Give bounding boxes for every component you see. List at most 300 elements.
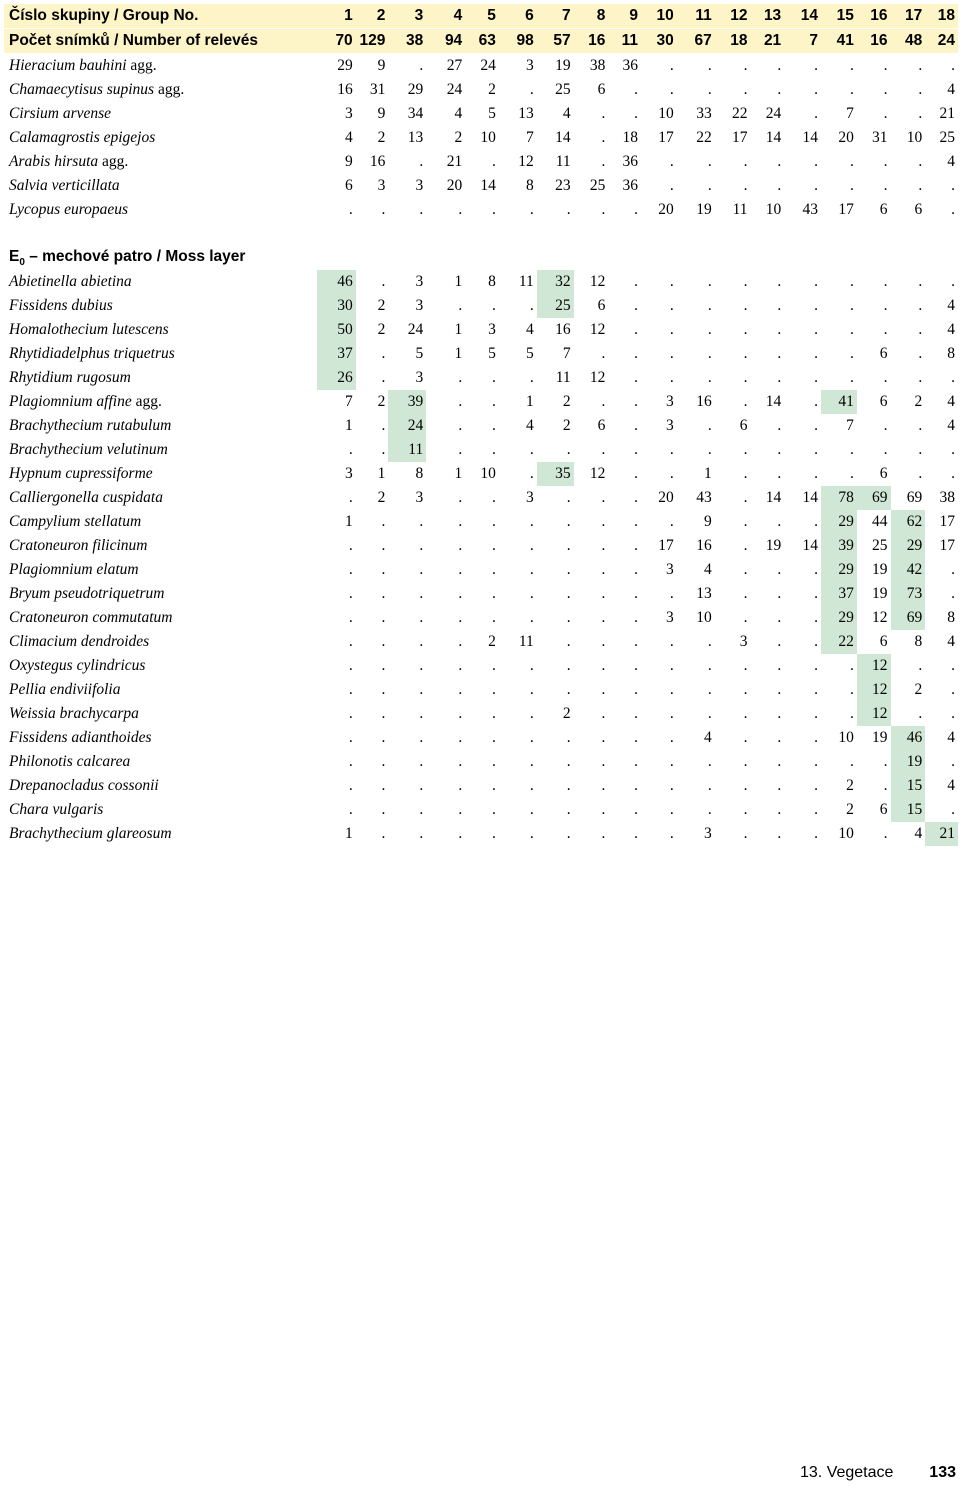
frequency-cell: .: [458, 297, 463, 314]
frequency-cell: .: [669, 825, 674, 842]
frequency-cell: .: [634, 105, 638, 122]
frequency-cell: .: [707, 345, 712, 362]
species-row: [4, 654, 958, 678]
frequency-cell: 19: [891, 750, 926, 774]
species-latin-name: Brachythecium glareosum: [9, 825, 172, 842]
frequency-cell: 25: [872, 537, 888, 554]
frequency-cell: 46: [317, 270, 356, 294]
frequency-cell: .: [814, 777, 819, 794]
frequency-cell: 24: [388, 414, 426, 438]
frequency-cell: 6: [879, 345, 888, 362]
frequency-cell: 9: [703, 513, 712, 530]
releve-count-cell: 18: [715, 29, 751, 54]
frequency-cell: 16: [696, 537, 712, 554]
frequency-cell: .: [849, 369, 854, 386]
frequency-cell: .: [743, 465, 748, 482]
species-latin-name: Oxystegus cylindricus: [9, 657, 146, 674]
frequency-cell: .: [883, 81, 888, 98]
frequency-cell: 2: [377, 321, 386, 338]
spacer-cell: [4, 222, 958, 246]
frequency-cell: .: [951, 561, 955, 578]
frequency-cell: .: [849, 273, 854, 290]
species-name: [4, 414, 317, 438]
frequency-cell: 2: [846, 777, 854, 794]
frequency-cell: .: [918, 705, 923, 722]
frequency-cell: 30: [317, 294, 356, 318]
frequency-cell: .: [492, 681, 496, 698]
frequency-cell: .: [601, 129, 606, 146]
frequency-cell: .: [669, 441, 674, 458]
frequency-cell: 14: [765, 393, 782, 410]
frequency-cell: .: [918, 273, 923, 290]
frequency-cell: .: [777, 297, 782, 314]
frequency-cell: .: [458, 369, 463, 386]
frequency-cell: .: [777, 153, 782, 170]
frequency-cell: 4: [947, 777, 955, 794]
frequency-cell: .: [348, 201, 353, 218]
group-number-cell: 14: [784, 4, 821, 29]
frequency-cell: 12: [857, 654, 891, 678]
frequency-cell: 29: [821, 558, 857, 582]
frequency-cell: 14: [765, 489, 782, 506]
frequency-cell: 12: [872, 609, 888, 626]
frequency-cell: .: [743, 657, 748, 674]
frequency-cell: 21: [939, 105, 955, 122]
frequency-cell: 69: [857, 486, 891, 510]
species-latin-name: Plagiomnium affine: [9, 393, 132, 410]
species-latin-name: Calliergonella cuspidata: [9, 489, 163, 506]
species-latin-name: Fissidens dubius: [9, 297, 113, 314]
frequency-cell: .: [814, 393, 819, 410]
frequency-cell: 3: [415, 297, 424, 314]
species-row: [4, 798, 958, 822]
frequency-cell: 6: [879, 801, 888, 818]
frequency-cell: .: [743, 753, 748, 770]
frequency-cell: 20: [446, 177, 463, 194]
frequency-cell: 9: [344, 153, 353, 170]
frequency-cell: 6: [739, 417, 748, 434]
frequency-cell: .: [458, 633, 463, 650]
frequency-cell: .: [777, 513, 782, 530]
frequency-cell: 4: [454, 105, 463, 122]
frequency-cell: .: [743, 81, 748, 98]
frequency-cell: .: [381, 633, 386, 650]
frequency-cell: .: [634, 825, 638, 842]
frequency-cell: 39: [388, 390, 426, 414]
frequency-cell: .: [381, 609, 386, 626]
frequency-cell: 29: [821, 606, 857, 630]
frequency-cell: 42: [891, 558, 926, 582]
frequency-cell: 7: [526, 129, 534, 146]
frequency-cell: .: [669, 153, 674, 170]
frequency-cell: .: [381, 585, 386, 602]
frequency-cell: 43: [696, 489, 712, 506]
frequency-cell: .: [883, 177, 888, 194]
frequency-cell: 6: [597, 81, 606, 98]
species-name: [4, 150, 317, 174]
frequency-cell: .: [601, 657, 606, 674]
frequency-cell: 1: [344, 825, 353, 842]
frequency-cell: 8: [488, 273, 496, 290]
frequency-cell: .: [492, 705, 496, 722]
species-name: [4, 606, 317, 630]
frequency-cell: .: [492, 441, 496, 458]
frequency-cell: .: [707, 633, 712, 650]
frequency-cell: 19: [872, 585, 888, 602]
frequency-cell: .: [814, 657, 819, 674]
frequency-cell: 1: [377, 465, 386, 482]
frequency-cell: 29: [821, 510, 857, 534]
frequency-cell: .: [743, 345, 748, 362]
group-number-cell: 12: [715, 4, 751, 29]
frequency-cell: 16: [696, 393, 712, 410]
frequency-cell: .: [777, 585, 782, 602]
frequency-cell: .: [951, 273, 955, 290]
frequency-cell: 5: [488, 105, 496, 122]
frequency-cell: .: [529, 705, 534, 722]
frequency-cell: .: [669, 753, 674, 770]
frequency-cell: 6: [344, 177, 353, 194]
frequency-cell: .: [883, 273, 888, 290]
frequency-cell: 17: [939, 537, 955, 554]
group-number-cell: 15: [821, 4, 857, 29]
frequency-cell: 2: [562, 393, 571, 410]
frequency-cell: 25: [939, 129, 955, 146]
frequency-cell: .: [381, 345, 386, 362]
species-latin-name: Cratoneuron filicinum: [9, 537, 148, 554]
species-row: [4, 486, 958, 510]
frequency-cell: .: [707, 369, 712, 386]
frequency-cell: .: [348, 777, 353, 794]
frequency-cell: .: [381, 561, 386, 578]
frequency-cell: .: [849, 153, 854, 170]
frequency-cell: .: [601, 489, 606, 506]
species-name: [4, 702, 317, 726]
frequency-cell: .: [669, 321, 674, 338]
frequency-cell: .: [634, 633, 638, 650]
frequency-cell: 10: [906, 129, 923, 146]
frequency-cell: .: [458, 825, 463, 842]
frequency-cell: 4: [344, 129, 353, 146]
species-latin-name: Weissia brachycarpa: [9, 705, 139, 722]
frequency-cell: 29: [407, 81, 424, 98]
frequency-cell: 3: [415, 177, 424, 194]
frequency-cell: .: [634, 537, 638, 554]
frequency-cell: 6: [879, 633, 888, 650]
frequency-cell: .: [458, 609, 463, 626]
frequency-cell: 31: [369, 81, 386, 98]
layer-title: – mechové patro / Moss layer: [24, 247, 246, 265]
frequency-cell: .: [743, 801, 748, 818]
frequency-cell: 1: [454, 465, 463, 482]
frequency-cell: .: [918, 657, 923, 674]
frequency-cell: .: [814, 609, 819, 626]
frequency-cell: 16: [337, 81, 353, 98]
species-name: [4, 822, 317, 846]
frequency-cell: .: [419, 801, 424, 818]
frequency-cell: .: [777, 81, 782, 98]
frequency-cell: .: [743, 585, 748, 602]
moss-layer-heading: [4, 246, 958, 270]
group-number-cell: 1: [317, 4, 356, 29]
frequency-cell: .: [669, 705, 674, 722]
species-name: [4, 390, 317, 414]
frequency-cell: .: [566, 537, 571, 554]
frequency-cell: 2: [562, 417, 571, 434]
frequency-cell: 1: [344, 417, 353, 434]
frequency-cell: 33: [696, 105, 712, 122]
frequency-cell: .: [883, 825, 888, 842]
frequency-cell: 11: [518, 633, 534, 650]
frequency-cell: .: [951, 177, 955, 194]
frequency-cell: .: [634, 393, 638, 410]
frequency-cell: 10: [765, 201, 782, 218]
frequency-cell: .: [529, 729, 534, 746]
frequency-cell: .: [814, 465, 819, 482]
frequency-cell: .: [918, 321, 923, 338]
frequency-cell: 11: [732, 201, 748, 218]
frequency-cell: .: [849, 57, 854, 74]
species-name: [4, 270, 317, 294]
frequency-cell: .: [777, 681, 782, 698]
species-row: [4, 198, 958, 222]
frequency-cell: .: [529, 537, 534, 554]
frequency-cell: 5: [415, 345, 424, 362]
frequency-cell: .: [777, 825, 782, 842]
frequency-cell: .: [419, 681, 424, 698]
frequency-cell: .: [529, 465, 534, 482]
frequency-cell: .: [777, 345, 782, 362]
frequency-cell: .: [883, 369, 888, 386]
frequency-cell: .: [669, 513, 674, 530]
frequency-cell: .: [951, 753, 955, 770]
frequency-cell: .: [381, 273, 386, 290]
frequency-cell: .: [458, 417, 463, 434]
releve-count-cell: 48: [891, 29, 926, 54]
frequency-cell: .: [601, 609, 606, 626]
frequency-cell: .: [634, 441, 638, 458]
page-footer: [790, 1462, 956, 1486]
frequency-cell: .: [883, 321, 888, 338]
species-latin-name: Brachythecium velutinum: [9, 441, 168, 458]
frequency-cell: 4: [947, 81, 955, 98]
frequency-cell: .: [814, 585, 819, 602]
frequency-cell: .: [458, 393, 463, 410]
frequency-cell: .: [492, 489, 496, 506]
frequency-cell: 10: [696, 609, 712, 626]
frequency-cell: 32: [537, 270, 574, 294]
frequency-cell: .: [634, 81, 638, 98]
frequency-cell: .: [634, 465, 638, 482]
spacer-row: [4, 222, 958, 246]
species-row: [4, 78, 958, 102]
frequency-cell: .: [849, 681, 854, 698]
species-name: [4, 534, 317, 558]
frequency-cell: .: [849, 297, 854, 314]
frequency-cell: 38: [589, 57, 606, 74]
frequency-cell: 3: [488, 321, 496, 338]
frequency-cell: 2: [562, 705, 571, 722]
releve-count-cell: 98: [499, 29, 537, 54]
frequency-cell: .: [777, 273, 782, 290]
frequency-cell: .: [566, 825, 571, 842]
frequency-cell: 2: [377, 489, 386, 506]
species-row: [4, 342, 958, 366]
frequency-cell: .: [777, 441, 782, 458]
releve-count-cell: 24: [925, 29, 958, 54]
frequency-cell: .: [707, 153, 712, 170]
frequency-cell: .: [419, 201, 424, 218]
frequency-cell: .: [492, 201, 496, 218]
frequency-cell: .: [669, 297, 674, 314]
species-latin-name: Bryum pseudotriquetrum: [9, 585, 165, 602]
species-row: [4, 150, 958, 174]
frequency-cell: .: [566, 513, 571, 530]
frequency-cell: .: [419, 753, 424, 770]
frequency-cell: .: [492, 657, 496, 674]
frequency-cell: 12: [518, 153, 534, 170]
frequency-cell: .: [601, 825, 606, 842]
frequency-cell: 3: [526, 57, 534, 74]
frequency-cell: 2: [488, 81, 496, 98]
frequency-cell: 1: [703, 465, 712, 482]
frequency-cell: 6: [879, 465, 888, 482]
frequency-cell: .: [634, 345, 638, 362]
frequency-cell: .: [419, 585, 424, 602]
frequency-cell: 24: [765, 105, 782, 122]
frequency-cell: .: [348, 441, 353, 458]
species-latin-name: Lycopus europaeus: [9, 201, 129, 218]
releve-count-cell: 16: [574, 29, 609, 54]
frequency-cell: .: [492, 609, 496, 626]
species-latin-name: Campylium stellatum: [9, 513, 142, 530]
frequency-cell: 31: [872, 129, 888, 146]
frequency-cell: 29: [337, 57, 353, 74]
group-number-cell: 16: [857, 4, 891, 29]
frequency-cell: 17: [838, 201, 854, 218]
frequency-cell: .: [669, 657, 674, 674]
frequency-cell: .: [707, 657, 712, 674]
frequency-cell: 22: [696, 129, 712, 146]
frequency-cell: .: [529, 201, 534, 218]
frequency-cell: .: [381, 537, 386, 554]
frequency-cell: 15: [891, 774, 926, 798]
frequency-cell: 25: [589, 177, 606, 194]
species-row: [4, 630, 958, 654]
frequency-cell: .: [601, 753, 606, 770]
frequency-cell: .: [634, 681, 638, 698]
species-name: [4, 486, 317, 510]
frequency-cell: .: [492, 825, 496, 842]
frequency-cell: 4: [526, 417, 534, 434]
species-name: [4, 798, 317, 822]
frequency-cell: 12: [857, 702, 891, 726]
frequency-cell: .: [707, 297, 712, 314]
frequency-cell: .: [601, 633, 606, 650]
frequency-cell: .: [743, 705, 748, 722]
frequency-cell: 3: [739, 633, 748, 650]
frequency-cell: .: [777, 177, 782, 194]
frequency-cell: .: [634, 273, 638, 290]
frequency-cell: 2: [454, 129, 463, 146]
frequency-cell: .: [529, 513, 534, 530]
frequency-cell: .: [743, 153, 748, 170]
frequency-cell: 16: [555, 321, 571, 338]
species-row: [4, 726, 958, 750]
frequency-cell: .: [814, 633, 819, 650]
group-number-cell: 18: [925, 4, 958, 29]
releve-count-cell: 38: [388, 29, 426, 54]
species-row: [4, 678, 958, 702]
frequency-cell: 41: [821, 390, 857, 414]
frequency-cell: .: [566, 489, 571, 506]
frequency-cell: .: [601, 201, 606, 218]
frequency-cell: .: [458, 537, 463, 554]
frequency-cell: .: [669, 729, 674, 746]
frequency-cell: .: [634, 417, 638, 434]
frequency-cell: .: [634, 561, 638, 578]
frequency-cell: 39: [821, 534, 857, 558]
frequency-cell: .: [492, 537, 496, 554]
species-row: [4, 438, 958, 462]
frequency-cell: .: [458, 201, 463, 218]
frequency-cell: .: [348, 801, 353, 818]
frequency-cell: 13: [407, 129, 424, 146]
frequency-cell: .: [492, 561, 496, 578]
releve-count-cell: 63: [465, 29, 499, 54]
frequency-cell: .: [601, 153, 606, 170]
frequency-cell: 15: [891, 798, 926, 822]
species-latin-name: Plagiomnium elatum: [9, 561, 139, 578]
frequency-cell: .: [669, 681, 674, 698]
frequency-cell: 19: [696, 201, 712, 218]
species-latin-name: Drepanocladus cossonii: [9, 777, 159, 794]
frequency-cell: .: [419, 657, 424, 674]
frequency-cell: 12: [589, 465, 606, 482]
frequency-cell: .: [566, 657, 571, 674]
frequency-cell: .: [777, 57, 782, 74]
releve-count-cell: 67: [677, 29, 715, 54]
frequency-cell: .: [669, 345, 674, 362]
frequency-cell: .: [348, 537, 353, 554]
frequency-cell: .: [381, 729, 386, 746]
releve-count-cell: 57: [537, 29, 574, 54]
frequency-cell: 4: [703, 729, 712, 746]
frequency-cell: .: [634, 513, 638, 530]
species-row: [4, 750, 958, 774]
frequency-cell: .: [951, 801, 955, 818]
frequency-cell: .: [634, 657, 638, 674]
frequency-cell: .: [601, 441, 606, 458]
frequency-cell: 18: [622, 129, 638, 146]
frequency-cell: .: [634, 585, 638, 602]
species-row: [4, 582, 958, 606]
frequency-cell: .: [634, 489, 638, 506]
frequency-cell: 2: [377, 297, 386, 314]
frequency-cell: .: [566, 201, 571, 218]
species-name: [4, 342, 317, 366]
species-latin-name: Rhytidiadelphus triquetrus: [9, 345, 175, 362]
frequency-cell: .: [743, 561, 748, 578]
frequency-cell: .: [814, 369, 819, 386]
frequency-cell: .: [419, 153, 424, 170]
frequency-cell: 73: [891, 582, 926, 606]
frequency-cell: .: [814, 57, 819, 74]
frequency-cell: .: [814, 81, 819, 98]
frequency-cell: 20: [658, 201, 674, 218]
frequency-cell: .: [529, 753, 534, 770]
group-number-cell: 10: [641, 4, 677, 29]
